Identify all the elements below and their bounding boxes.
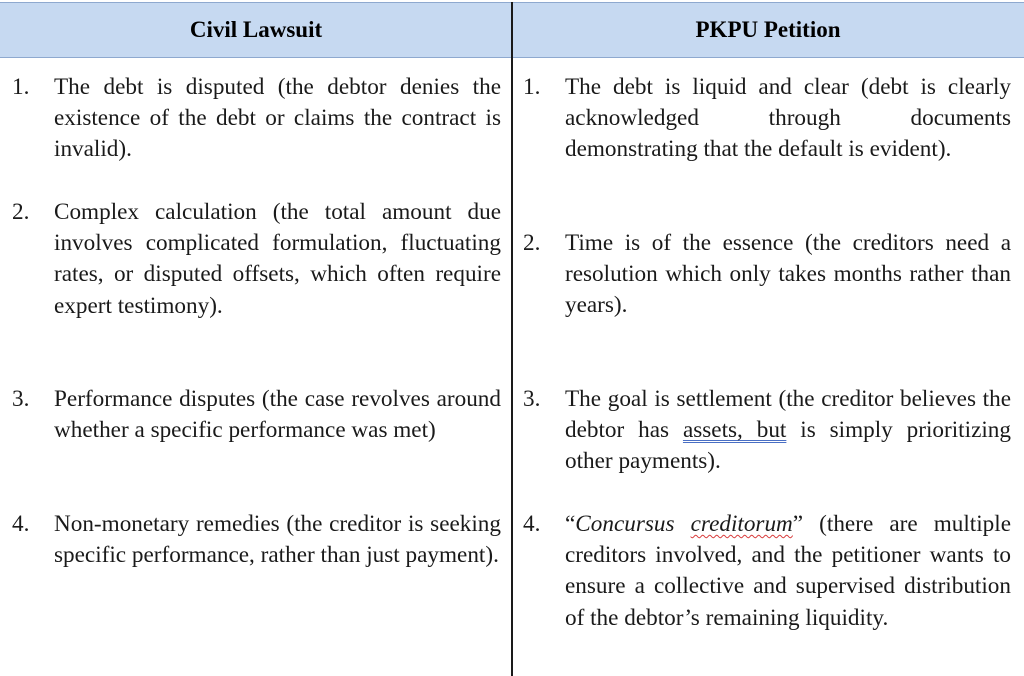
list-item-text: The debt is disputed (the debtor denies the existence of the debt or claims the contract is invalid). xyxy=(54,74,501,163)
list-number: 2. xyxy=(12,199,30,225)
pkpu-item-2 xyxy=(523,228,1011,322)
list-number: 2. xyxy=(523,230,541,256)
list-item-text xyxy=(565,509,1011,634)
list-item-text: Non-monetary remedies (the creditor is seeking specific performance, rather than just payment). xyxy=(54,511,501,569)
civil-item-4 xyxy=(12,509,501,571)
list-item-text-rest: (there are multiple creditors involved, and the petitioner wants to ensure a collective and supervised distribution of the debtor’s remaining liquidity. xyxy=(565,511,1012,631)
civil-item-3 xyxy=(12,384,501,446)
header-pkpu-petition: PKPU Petition xyxy=(695,17,841,42)
list-item-text xyxy=(565,384,1011,478)
grammar-marked-text: assets, but xyxy=(682,417,787,444)
quote-close: ” xyxy=(792,511,804,537)
list-item-text: Complex calculation (the total amount due involves complicated formulation, fluctuating rates, or disputed offsets, which often require expert testimony). xyxy=(54,199,501,319)
civil-item-1 xyxy=(12,72,501,166)
pkpu-item-4 xyxy=(523,509,1011,634)
latin-term-creditorum: creditorum xyxy=(690,511,793,537)
quote-open: “ xyxy=(565,511,576,537)
list-number: 3. xyxy=(12,386,30,412)
list-number: 1. xyxy=(523,74,541,100)
list-number: 4. xyxy=(12,511,30,537)
list-number: 3. xyxy=(523,386,541,412)
list-number: 4. xyxy=(523,511,541,537)
column-divider xyxy=(511,2,513,676)
pkpu-item-3 xyxy=(523,384,1011,478)
civil-item-2 xyxy=(12,197,501,322)
list-item-text: Time is of the essence (the creditors need a resolution which only takes months rather than years). xyxy=(565,230,1011,319)
list-item-text: Performance disputes (the case revolves around whether a specific performance was met) xyxy=(54,386,501,444)
list-item-text: The debt is liquid and clear (debt is clearly acknowledged through documents demonstrating that the default is evident). xyxy=(565,74,1011,163)
header-civil-lawsuit: Civil Lawsuit xyxy=(189,17,323,42)
pkpu-item-1 xyxy=(523,72,1011,166)
list-item-text-after: is simply prioritizing other payments). xyxy=(565,417,1011,475)
comparison-table xyxy=(0,2,1024,676)
latin-term-concursus: Concursus xyxy=(575,511,675,537)
list-item-text-before: The goal is settlement (the creditor believes the debtor has xyxy=(565,386,1011,444)
list-number: 1. xyxy=(12,74,30,100)
